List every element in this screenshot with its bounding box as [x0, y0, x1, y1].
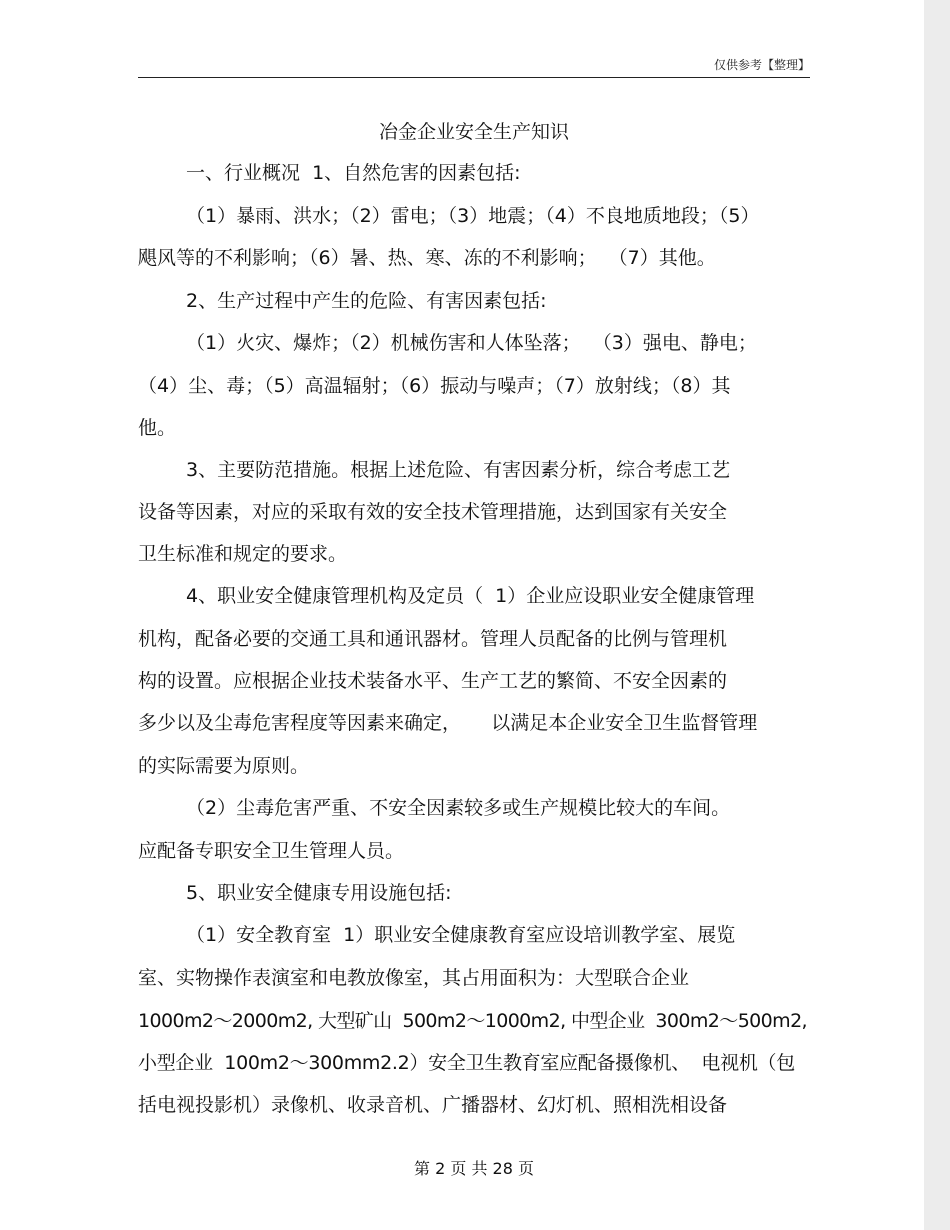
- text-line: 2、生产过程中产生的危险、有害因素包括:: [186, 290, 547, 312]
- text-line: 飓风等的不利影响；（6）暑、热、寒、冻的不利影响； （7）其他。: [138, 247, 716, 269]
- text-line: 5、职业安全健康专用设施包括:: [186, 882, 452, 904]
- text-line: 他。: [138, 417, 177, 439]
- document-title: 冶金企业安全生产知识: [378, 121, 569, 143]
- text-line: 设备等因素，对应的采取有效的安全技术管理措施，达到国家有关安全: [138, 501, 728, 523]
- text-line: （1）安全教育室 1）职业安全健康教育室应设培训教学室、展览: [186, 924, 736, 946]
- page-footer: 第 2 页 共 28 页: [414, 1159, 534, 1178]
- text-line: 应配备专职安全卫生管理人员。: [138, 840, 405, 862]
- header-divider: [138, 77, 810, 78]
- text-line: 的实际需要为原则。: [138, 755, 310, 777]
- text-line: 一、行业概况 1、自然危害的因素包括:: [186, 162, 521, 184]
- text-line: 4、职业安全健康管理机构及定员（ 1）企业应设职业安全健康管理: [186, 585, 755, 607]
- text-line: 机构，配备必要的交通工具和通讯器材。管理人员配备的比例与管理机: [138, 628, 728, 650]
- text-line: 括电视投影机）录像机、收录音机、广播器材、幻灯机、照相洗相设备: [138, 1094, 728, 1116]
- text-line: （1）火灾、爆炸；（2）机械伤害和人体坠落； （3）强电、静电；: [186, 332, 757, 354]
- text-line: 小型企业 100m2～300mm2.2）安全卫生教育室应配备摄像机、 电视机（包: [138, 1052, 795, 1074]
- text-line: （2）尘毒危害严重、不安全因素较多或生产规模比较大的车间。: [186, 797, 731, 819]
- text-line: 1000m2～2000m2, 大型矿山 500m2～1000m2, 中型企业 300m2～500m2,: [138, 1010, 807, 1032]
- text-line: 构的设置。应根据企业技术装备水平、生产工艺的繁简、不安全因素的: [138, 670, 728, 692]
- text-line: 3、主要防范措施。根据上述危险、有害因素分析，综合考虑工艺: [186, 459, 731, 481]
- page-header: 仅供参考【整理】: [713, 58, 810, 72]
- text-line: 多少以及尘毒危害程度等因素来确定， 以满足本企业安全卫生监督管理: [138, 712, 758, 734]
- text-line: （4）尘、毒；（5）高温辐射；（6）振动与噪声；（7）放射线；（8）其: [138, 375, 731, 397]
- text-line: 卫生标准和规定的要求。: [138, 543, 348, 565]
- text-line: （1）暴雨、洪水；（2）雷电；（3）地震；（4）不良地质地段；（5）: [186, 205, 760, 227]
- text-line: 室、实物操作表演室和电教放像室，其占用面积为：大型联合企业: [138, 967, 690, 989]
